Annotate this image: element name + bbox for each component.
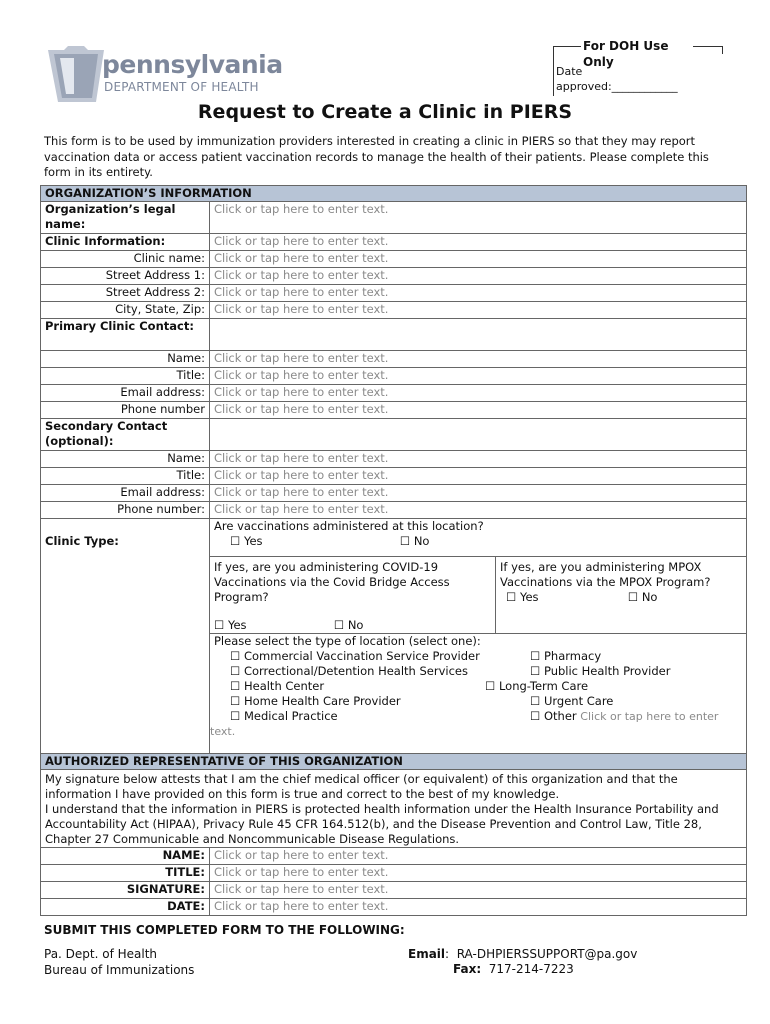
primary-name-label: Name: [41,351,210,368]
primary-phone-label: Phone number [41,402,210,419]
opt-other[interactable] [530,709,718,724]
vacc-yes-checkbox[interactable] [230,534,263,548]
street-address-2-label: Street Address 2: [41,285,210,302]
opt-urgent[interactable] [530,694,613,709]
checkbox-icon: ☐ [214,618,225,632]
submit-heading: SUBMIT THIS COMPLETED FORM TO THE FOLLOWING: [44,923,405,937]
primary-name-field[interactable]: Click or tap here to enter text. [210,351,747,368]
checkbox-icon: ☐ [399,534,411,548]
checkbox-icon: ☐ [230,534,241,548]
checkbox-icon: ☐ [230,709,241,723]
auth-signature-label: SIGNATURE: [41,882,210,899]
opt-other-field[interactable]: Click or tap here to enter [580,710,719,723]
opt-long-term[interactable] [485,679,588,694]
date-approved-field[interactable]: Date approved:____________ [556,65,678,93]
address-line-2: Bureau of Immunizations [44,962,195,977]
checkbox-icon: ☐ [230,694,241,708]
vaccinations-question-cell [210,519,747,557]
opt-urgent-label: Urgent Care [543,694,614,708]
email-contact: Email: RA-DHPIERSSUPPORT@pa.gov [408,947,638,961]
primary-contact-label: Primary Clinic Contact: [41,319,210,351]
mpox-question-cell [496,557,747,634]
auth-date-label: DATE: [41,899,210,916]
section-header-org: ORGANIZATION’S INFORMATION [41,186,747,202]
clinic-name-field[interactable]: Click or tap here to enter text. [210,251,747,268]
checkbox-icon: ☐ [506,590,517,604]
covid-question: If yes, are you administering COVID-19 Vaccinations via the Covid Bridge Access Program? [214,560,450,604]
covid-question-cell [210,557,496,634]
opt-pharmacy[interactable] [530,649,601,664]
pa-doh-logo [44,44,283,104]
mpox-no-label: No [641,590,658,604]
opt-home-health-label: Home Health Care Provider [243,694,401,708]
auth-name-field[interactable]: Click or tap here to enter text. [210,848,747,865]
attestation-p2: I understand that the information in PIERS is protected health information under the Health Insurance Portability and Accountability Act (HIPAA), Privacy Rule 45 CFR 164.512(b), and the Disease Prevention and Control Law, Title 28, Chapter 27 Communicable and Noncommunicable Disease Regulations. [45,802,719,846]
opt-health-center[interactable] [230,679,324,694]
secondary-title-label: Title: [41,468,210,485]
opt-pharmacy-label: Pharmacy [543,649,602,663]
street-address-1-label: Street Address 1: [41,268,210,285]
covid-no-label: No [347,618,364,632]
vacc-no-checkbox[interactable] [400,534,430,548]
fax-contact [453,962,574,978]
opt-commercial-label: Commercial Vaccination Service Provider [243,649,480,663]
mailing-address [44,947,194,978]
opt-home-health[interactable] [230,694,401,709]
org-legal-name-label: Organization’s legal name: [41,202,210,234]
request-form-table [40,185,747,916]
clinic-info-label: Clinic Information: [41,234,210,251]
auth-name-label: NAME: [41,848,210,865]
mpox-yes-checkbox[interactable] [506,590,539,604]
vaccinations-question: Are vaccinations administered at this location? [214,519,484,533]
primary-contact-blank [210,319,747,351]
checkbox-icon: ☐ [230,649,241,663]
checkbox-icon: ☐ [230,664,241,678]
email-label: Email [408,947,446,961]
attestation-p1: My signature below attests that I am the chief medical officer (or equivalent) of this organization and that the information I have provided on this form is true and correct to the best of my knowledge. [45,772,678,801]
org-legal-name-field[interactable]: Click or tap here to enter text. [210,202,747,234]
mpox-yes-label: Yes [519,590,539,604]
fax-label: Fax: [453,962,482,976]
opt-other-label: Other [543,709,577,723]
checkbox-icon: ☐ [530,694,541,708]
vacc-yes-label: Yes [243,534,263,548]
opt-correctional[interactable] [230,664,468,679]
vacc-no-label: No [413,534,430,548]
address-line-1: Pa. Dept. of Health [44,947,158,961]
checkbox-icon: ☐ [627,590,639,604]
auth-title-field[interactable]: Click or tap here to enter text. [210,865,747,882]
secondary-title-field[interactable]: Click or tap here to enter text. [210,468,747,485]
logo-department: DEPARTMENT OF HEALTH [104,80,259,94]
page-title: Request to Create a Clinic in PIERS [197,101,573,123]
opt-medical[interactable] [230,709,338,724]
intro-text: This form is to be used by immunization providers interested in creating a clinic in PIERS so that they may report vaccination data or access patient vaccination records to manage the health of their patients. Please complete this form in its entirety. [44,134,709,179]
doh-use-title: For DOH Use Only [581,38,693,70]
covid-no-checkbox[interactable] [334,618,364,632]
secondary-phone-label: Phone number: [41,502,210,519]
secondary-email-label: Email address: [41,485,210,502]
checkbox-icon: ☐ [530,649,541,663]
opt-public-health[interactable] [530,664,670,679]
checkbox-icon: ☐ [333,618,345,632]
doh-use-box [553,38,723,96]
checkbox-icon: ☐ [530,709,541,723]
street-address-2-field[interactable]: Click or tap here to enter text. [210,285,747,302]
primary-title-label: Title: [41,368,210,385]
clinic-type-text: Clinic Type: [45,534,119,548]
opt-other-field-cont[interactable]: text. [210,725,236,738]
location-type-cell [210,634,747,754]
auth-date-field[interactable]: Click or tap here to enter text. [210,899,747,916]
opt-commercial[interactable] [230,649,480,664]
opt-public-health-label: Public Health Provider [543,664,671,678]
secondary-email-field[interactable]: Click or tap here to enter text. [210,485,747,502]
checkbox-icon: ☐ [530,664,541,678]
secondary-phone-field[interactable]: Click or tap here to enter text. [210,502,747,519]
covid-yes-label: Yes [227,618,247,632]
auth-title-label: TITLE: [41,865,210,882]
primary-phone-field[interactable]: Click or tap here to enter text. [210,402,747,419]
mpox-no-checkbox[interactable] [628,590,658,604]
clinic-type-label [41,519,210,754]
secondary-name-label: Name: [41,451,210,468]
covid-yes-checkbox[interactable] [214,618,247,632]
secondary-contact-label: Secondary Contact (optional): [41,419,210,451]
attestation-cell [41,770,747,848]
city-state-zip-label: City, State, Zip: [41,302,210,319]
primary-email-label: Email address: [41,385,210,402]
fax-number: 717-214-7223 [488,962,574,976]
section-header-auth: AUTHORIZED REPRESENTATIVE OF THIS ORGANIZATION [41,754,747,770]
opt-correctional-label: Correctional/Detention Health Services [243,664,468,678]
city-state-zip-field[interactable]: Click or tap here to enter text. [210,302,747,319]
logo-wordmark: pennsylvania [102,50,283,79]
location-type-question: Please select the type of location (select one): [214,634,481,648]
opt-long-term-label: Long-Term Care [498,679,589,693]
checkbox-icon: ☐ [485,679,496,693]
street-address-1-field[interactable]: Click or tap here to enter text. [210,268,747,285]
mpox-question: If yes, are you administering MPOX Vaccinations via the MPOX Program? [500,560,711,589]
opt-health-center-label: Health Center [243,679,325,693]
primary-title-field[interactable]: Click or tap here to enter text. [210,368,747,385]
primary-email-field[interactable]: Click or tap here to enter text. [210,385,747,402]
auth-signature-field[interactable]: Click or tap here to enter text. [210,882,747,899]
clinic-name-label: Clinic name: [41,251,210,268]
email-link[interactable]: RA-DHPIERSSUPPORT@pa.gov [456,947,638,961]
secondary-contact-blank [210,419,747,451]
checkbox-icon: ☐ [230,679,241,693]
opt-medical-label: Medical Practice [243,709,338,723]
secondary-name-field[interactable]: Click or tap here to enter text. [210,451,747,468]
clinic-info-field[interactable]: Click or tap here to enter text. [210,234,747,251]
